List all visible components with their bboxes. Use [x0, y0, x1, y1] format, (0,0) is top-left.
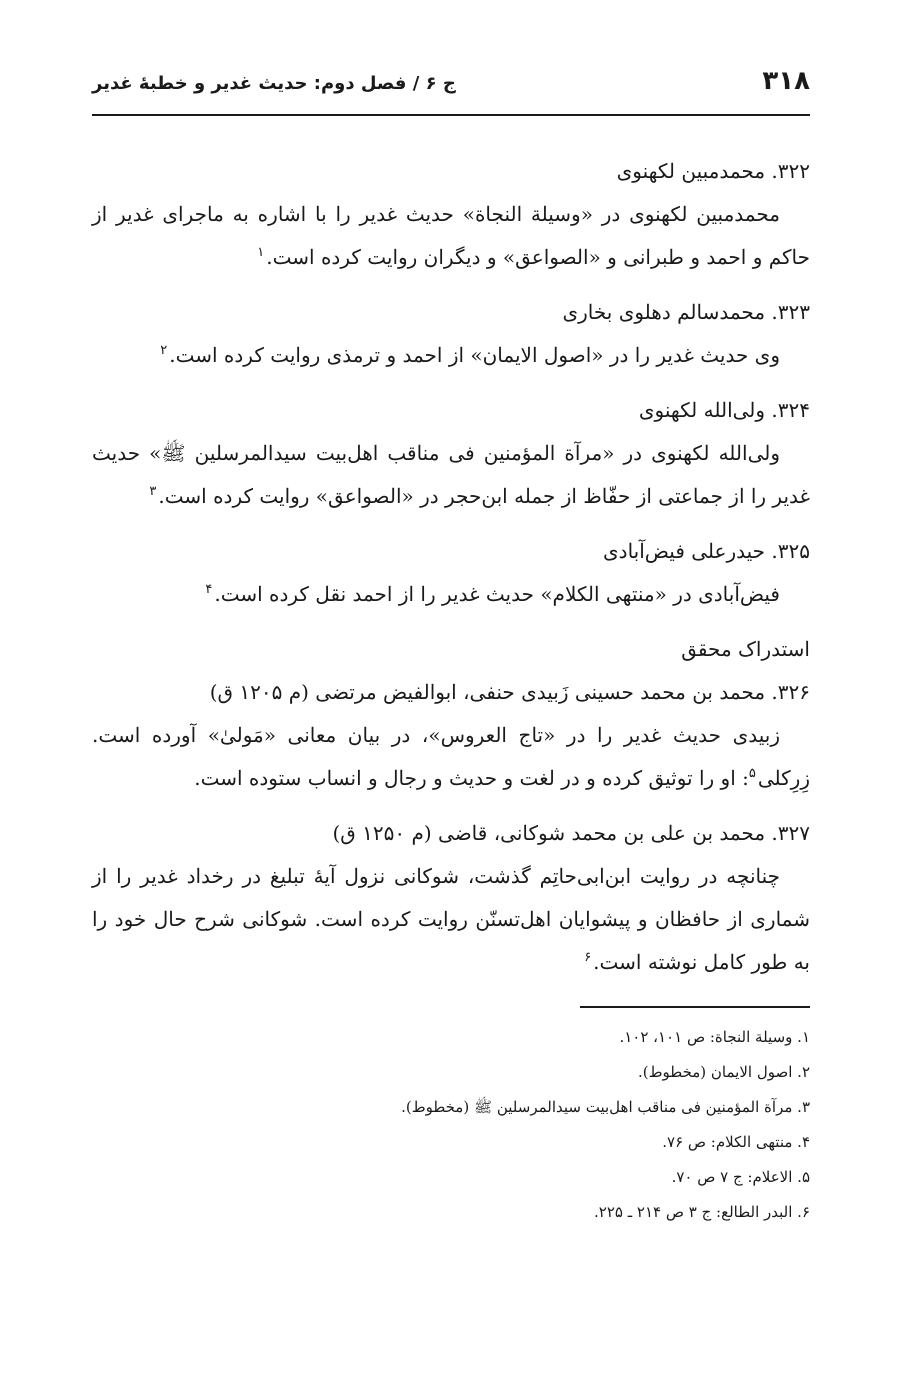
- entry-326: [92, 671, 810, 800]
- chapter-title: ج ۶ / فصل دوم: حدیث غدیر و خطبهٔ غدیر: [92, 73, 456, 94]
- entry-text: فیض‌آبادی در «منتهی الکلام» حدیث غدیر را از احمد نقل کرده است.: [214, 582, 780, 606]
- book-page: [92, 66, 810, 1230]
- running-header: [92, 66, 810, 116]
- footnote-marker[interactable]: ۳: [149, 484, 157, 500]
- entry-text: زبیدی حدیث غدیر را در «تاج العروس»، در بیان معانی «مَولیٰ» آورده است. زِرِکلی: [92, 723, 810, 790]
- entry-text: وی حدیث غدیر را در «اصول الایمان» از احمد و ترمذی روایت کرده است.: [169, 343, 780, 367]
- entry-heading: ۳۲۴. ولی‌الله لکهنوی: [638, 398, 810, 422]
- entry-text: چنانچه در روایت ابن‌ابی‌حاتِم گذشت، شوکانی نزول آیهٔ تبلیغ در رخداد غدیر را از شماری از حافظان و پیشوایان اهل‌تسنّن روایت کرده است. شوکانی شرح حال خود را به طور کامل نوشته است.: [92, 864, 811, 974]
- entry-heading: ۳۲۵. حیدرعلی فیض‌آبادی: [603, 539, 810, 563]
- entry-body: [92, 432, 810, 518]
- entry-body: [92, 714, 810, 800]
- entry-323: [92, 291, 810, 377]
- section-label: استدراک محقق: [681, 637, 810, 661]
- entry-text: محمدمبین لکهنوی در «وسیلة النجاة» حدیث غدیر را با اشاره به ماجرای غدیر از حاکم و احمد و طبرانی و «الصواعق» و دیگران روایت کرده است.: [92, 202, 810, 269]
- entry-text-continued: : او را توثیق کرده و در لغت و حدیث و رجال و انساب ستوده است.: [194, 766, 749, 790]
- entry-heading: ۳۲۳. محمدسالم دهلوی بخاری: [562, 300, 810, 324]
- footnote-marker[interactable]: ۴: [205, 582, 213, 598]
- footnote-1: ۱. وسیلة النجاة: ص ۱۰۱، ۱۰۲.: [619, 1028, 810, 1046]
- entry-body: [92, 855, 810, 984]
- footnotes: [92, 1020, 810, 1230]
- entry-heading: ۳۲۷. محمد بن علی بن محمد شوکانی، قاضی (م ۱۲۵۰ ق): [332, 821, 810, 845]
- footnote-3: ۳. مرآة المؤمنین فی مناقب اهل‌بیت سیدالمرسلین ﷺ (مخطوط).: [401, 1098, 810, 1116]
- page-number: ۳۱۸: [762, 66, 810, 96]
- footnote-divider: [580, 1006, 810, 1008]
- entry-325: [92, 530, 810, 616]
- footnote-5: ۵. الاعلام: ج ۷ ص ۷۰.: [671, 1168, 810, 1186]
- footnote-marker[interactable]: ۲: [160, 343, 168, 359]
- entry-heading: ۳۲۶. محمد بن محمد حسینی زَبیدی حنفی، ابوالفیض مرتضی (م ۱۲۰۵ ق): [209, 680, 810, 704]
- main-text: [92, 150, 810, 984]
- entry-324: [92, 389, 810, 518]
- footnote-4: ۴. منتهی الکلام: ص ۷۶.: [662, 1133, 810, 1151]
- entry-heading: ۳۲۲. محمدمبین لکهنوی: [616, 159, 810, 183]
- footnote-marker[interactable]: ۶: [584, 950, 592, 966]
- footnote-marker[interactable]: ۵: [748, 766, 756, 782]
- footnote-marker[interactable]: ۱: [257, 245, 265, 261]
- entry-text: ولی‌الله لکهنوی در «مرآة المؤمنین فی مناقب اهل‌بیت سیدالمرسلین ﷺ» حدیث غدیر را از جماعتی از حفّاظ از جمله ابن‌حجر در «الصواعق» روایت کرده است.: [92, 441, 810, 508]
- footnote-6: ۶. البدر الطالع: ج ۳ ص ۲۱۴ ـ ۲۲۵.: [594, 1203, 810, 1221]
- entry-body: [92, 573, 810, 616]
- entry-body: [92, 193, 810, 279]
- entry-327: [92, 812, 810, 984]
- entry-322: [92, 150, 810, 279]
- footnote-2: ۲. اصول الایمان (مخطوط).: [638, 1063, 810, 1081]
- entry-body: [92, 334, 810, 377]
